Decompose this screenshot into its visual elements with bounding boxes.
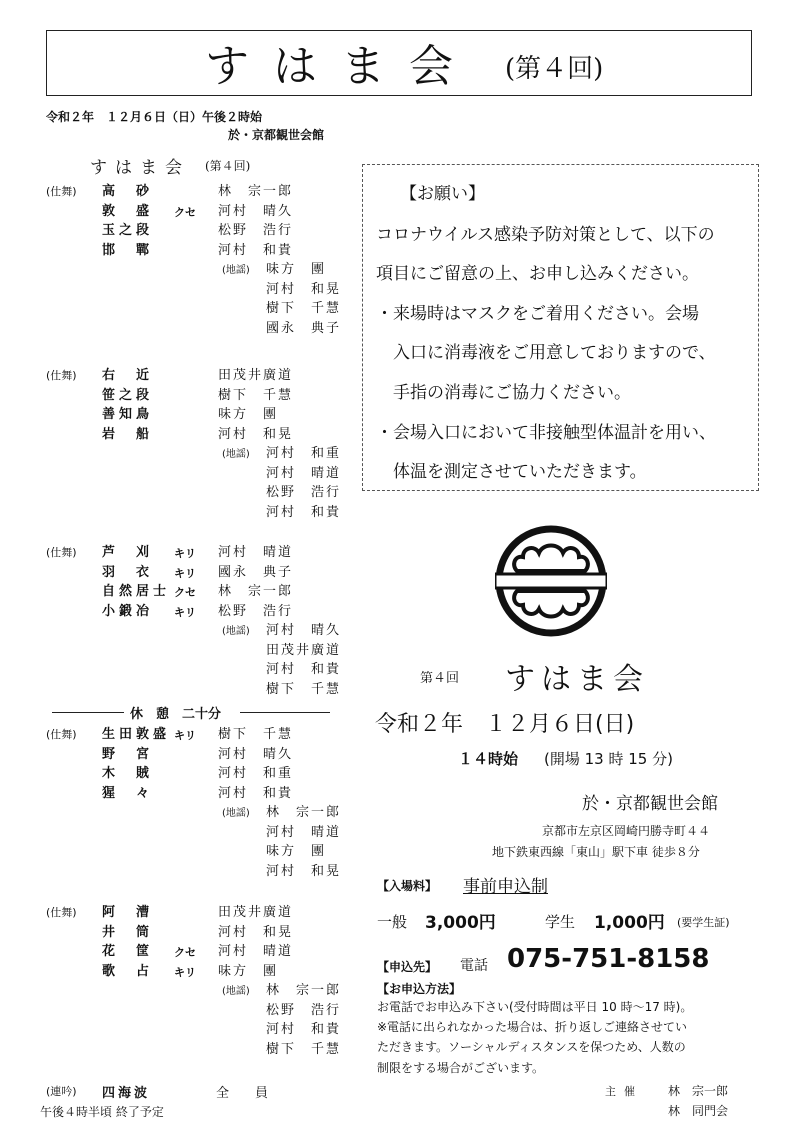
jiutai-member: 河村 和貴 [266, 1022, 342, 1037]
piece-section: キリ [174, 965, 196, 979]
piece-title: 善知鳥 [102, 407, 154, 422]
piece-title: 羽 衣 [102, 564, 154, 580]
finale-type: (連吟) [46, 1085, 77, 1098]
performer: 河村 晴久 [218, 746, 294, 762]
piece-title: 敦 盛 [102, 203, 154, 219]
apply-method-label: 【お申込方法】 [377, 982, 462, 996]
jiutai-member: 河村 晴道 [266, 824, 342, 840]
performer: 河村 晴久 [218, 203, 294, 219]
piece-title: 猩 々 [102, 785, 154, 801]
piece-title: 野 宮 [102, 746, 154, 762]
performer: 河村 和貴 [218, 242, 294, 258]
performer: 味方 團 [218, 963, 279, 979]
apply-method-line: お電話でお申込み下さい(受付時間は平日 10 時～17 時)。 [377, 1000, 693, 1014]
student-label: 学生 [545, 913, 576, 931]
performance-type: (仕舞) [46, 906, 77, 919]
apply-method-line: 制限をする場合がございます。 [377, 1061, 545, 1075]
piece-section: クセ [174, 946, 196, 959]
performer: 樹下 千慧 [218, 387, 294, 403]
jiutai-member: 河村 晴道 [266, 465, 342, 481]
notice-line: 体温を測定させていただきます。 [376, 462, 647, 482]
performer: 樹下 千慧 [218, 727, 294, 742]
performer: 河村 晴道 [218, 944, 294, 959]
performance-type: (仕舞) [46, 369, 77, 382]
finale-title: 四海波 [102, 1086, 151, 1101]
performer: 林 宗一郎 [218, 584, 294, 599]
jiutai-member: 樹下 千慧 [266, 1041, 342, 1057]
jiutai-member: 河村 和晃 [266, 281, 342, 297]
finale-actor: 全 員 [216, 1086, 269, 1101]
piece-title: 歌 占 [102, 963, 154, 979]
performer: 河村 晴道 [218, 545, 294, 560]
organizer-name: 林 宗一郎 [668, 1084, 729, 1098]
jiutai-member: 味方 團 [266, 844, 327, 859]
piece-title: 生田敦盛 [102, 727, 171, 742]
jiutai-member: 田茂井廣道 [266, 642, 342, 658]
apply-method-line: ただきます。ソーシャルディスタンスを保つため、人数の [377, 1040, 686, 1054]
performer: 國永 典子 [218, 564, 294, 580]
jiutai-member: 味方 團 [266, 262, 327, 277]
piece-title: 芦 刈 [102, 545, 154, 560]
performance-type: (仕舞) [46, 728, 77, 741]
event-address: 京都市左京区岡崎円勝寺町４４ [542, 824, 711, 838]
jiutai-member: 河村 和貴 [266, 662, 342, 677]
jiutai-label: (地謡) [222, 986, 250, 997]
page-title: すはま会 [205, 41, 477, 92]
event-venue: 於・京都観世会館 [582, 794, 718, 814]
program-heading: すはま会 [90, 158, 190, 178]
notice-line: 項目にご留意の上、お申し込みください。 [376, 264, 699, 284]
piece-title: 右 近 [102, 368, 154, 383]
performer: 林 宗一郎 [218, 184, 294, 199]
general-price: 3,000円 [425, 913, 496, 933]
organizer-name: 林 同門会 [668, 1104, 729, 1118]
program-heading-sub: (第４回) [205, 159, 251, 173]
jiutai-member: 林 宗一郎 [266, 983, 342, 998]
intermission: 休 憩 二十分 [130, 707, 222, 722]
jiutai-label: (地謡) [222, 449, 250, 460]
apply-label: 【申込先】 [377, 960, 438, 974]
performance-type: (仕舞) [46, 546, 77, 559]
performer: 河村 和晃 [218, 924, 294, 940]
jiutai-member: 國永 典子 [266, 320, 342, 336]
date-line: 令和２年 １２月６日（日）午後２時始 [46, 110, 263, 124]
jiutai-member: 樹下 千慧 [266, 301, 342, 316]
jiutai-label: (地謡) [222, 626, 250, 637]
performer: 河村 和重 [218, 766, 294, 781]
piece-title: 阿 漕 [102, 905, 154, 920]
end-note: 午後４時半頃 終了予定 [40, 1105, 164, 1119]
venue-line: 於・京都観世会館 [228, 128, 325, 142]
performer: 河村 和貴 [218, 785, 294, 801]
admission-method: 事前申込制 [463, 877, 548, 897]
jiutai-member: 樹下 千慧 [266, 681, 342, 697]
event-date: 令和２年 １２月６日(日) [375, 712, 635, 737]
piece-title: 岩 船 [102, 426, 154, 442]
jiutai-member: 河村 和晃 [266, 863, 342, 879]
student-price: 1,000円 [594, 913, 665, 933]
event-edition: 第４回 [420, 671, 460, 686]
piece-title: 邯 鄲 [102, 242, 154, 258]
performer: 松野 浩行 [218, 603, 294, 619]
performer: 味方 團 [218, 407, 279, 422]
jiutai-member: 河村 和重 [266, 446, 342, 461]
general-label: 一般 [377, 913, 408, 931]
performance-type: (仕舞) [46, 185, 77, 198]
organizer-label: 主催 [605, 1085, 643, 1098]
performer: 河村 和晃 [218, 426, 294, 442]
intermission-rule-left [52, 712, 124, 713]
family-crest-icon [495, 525, 607, 637]
piece-title: 玉之段 [102, 223, 154, 238]
jiutai-member: 林 宗一郎 [266, 805, 342, 820]
phone-number: 075-751-8158 [507, 944, 710, 974]
piece-title: 花 筐 [102, 944, 154, 959]
jiutai-label: (地謡) [222, 265, 250, 276]
notice-line: ・来場時はマスクをご着用ください。会場 [376, 304, 699, 324]
piece-section: キリ [174, 729, 196, 742]
apply-method-line: ※電話に出られなかった場合は、折り返しご連絡させてい [377, 1020, 688, 1034]
piece-title: 笹之段 [102, 387, 154, 403]
piece-section: キリ [174, 605, 196, 619]
event-title: すはま会 [505, 662, 649, 697]
event-time: １４時始 [458, 750, 519, 768]
admission-label: 【入場料】 [377, 879, 438, 893]
piece-section: クセ [174, 205, 196, 219]
event-access: 地下鉄東西線「東山」駅下車 徒歩８分 [492, 845, 700, 859]
piece-section: クセ [174, 586, 196, 599]
piece-section: キリ [174, 566, 196, 580]
performer: 田茂井廣道 [218, 368, 294, 383]
jiutai-label: (地謡) [222, 808, 250, 819]
notice-line: 手指の消毒にご協力ください。 [376, 383, 631, 403]
jiutai-member: 河村 和貴 [266, 504, 342, 520]
page-title-edition: (第４回) [505, 54, 604, 84]
performer: 田茂井廣道 [218, 905, 294, 920]
piece-title: 小鍛冶 [102, 603, 154, 619]
jiutai-member: 松野 浩行 [266, 485, 342, 500]
notice-heading: 【お願い】 [400, 184, 485, 204]
piece-title: 自然居士 [102, 584, 171, 599]
notice-line: 入口に消毒液をご用意しておりますので、 [376, 343, 716, 363]
intermission-rule-right [240, 712, 330, 713]
piece-title: 木 賊 [102, 766, 154, 781]
notice-line: ・会場入口において非接触型体温計を用い、 [376, 423, 716, 443]
jiutai-member: 松野 浩行 [266, 1002, 342, 1018]
notice-line: コロナウイルス感染予防対策として、以下の [376, 225, 715, 245]
performer: 松野 浩行 [218, 223, 294, 238]
phone-label: 電話 [460, 958, 488, 974]
student-note: (要学生証) [677, 916, 730, 929]
piece-section: キリ [174, 547, 196, 560]
event-doors: (開場 13 時 15 分) [544, 750, 673, 768]
piece-title: 井 筒 [102, 924, 154, 940]
piece-title: 高 砂 [102, 184, 154, 199]
jiutai-member: 河村 晴久 [266, 623, 342, 638]
